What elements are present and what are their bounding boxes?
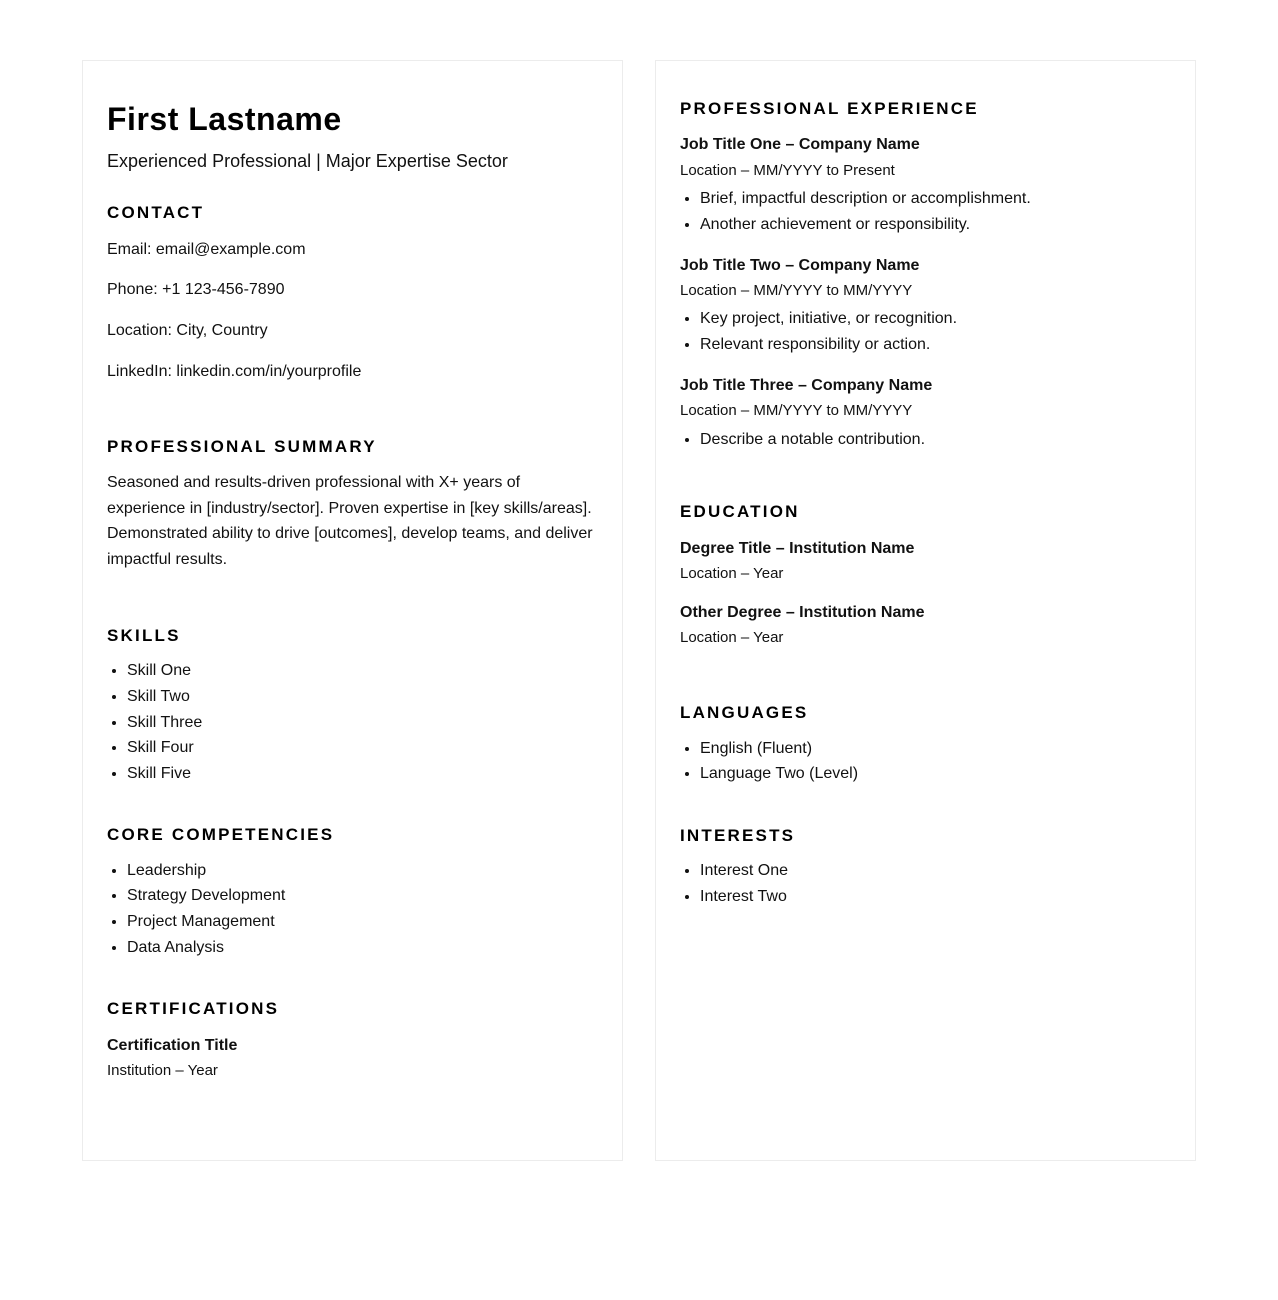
job-bullets [680, 430, 1171, 450]
job-bullet: • Another achievement or responsibility. [700, 215, 1171, 235]
section-heading-summary: PROFESSIONAL SUMMARY [107, 437, 377, 456]
contact-location: Location: City, Country [107, 322, 268, 339]
languages-section [680, 702, 1171, 784]
degree-meta: Location – Year [680, 629, 784, 646]
skill-item: • Skill Five [127, 764, 598, 784]
section-heading-experience: PROFESSIONAL EXPERIENCE [680, 99, 979, 118]
section-heading-education: EDUCATION [680, 502, 800, 521]
interest-item: • Interest One [700, 861, 1171, 881]
contact-section [107, 202, 598, 382]
languages-list [680, 739, 1171, 784]
education-section [680, 501, 1171, 648]
right-column [655, 60, 1196, 1161]
skill-item: • Skill Two [127, 687, 598, 707]
job-entry [680, 376, 1171, 450]
skill-item: • Skill One [127, 661, 598, 681]
section-heading-certifications: CERTIFICATIONS [107, 999, 280, 1018]
job-bullets [680, 189, 1171, 235]
interests-section [680, 825, 1171, 907]
job-bullet: • Relevant responsibility or action. [700, 335, 1171, 355]
left-column [82, 60, 623, 1161]
language-item: • Language Two (Level) [700, 764, 1171, 784]
degree-title: Degree Title – Institution Name [680, 540, 915, 557]
certification-title: Certification Title [107, 1037, 238, 1054]
experience-section [680, 98, 1171, 450]
section-heading-interests: INTERESTS [680, 826, 796, 845]
competency-item: • Strategy Development [127, 886, 598, 906]
summary-section [107, 436, 598, 572]
job-entry [680, 256, 1171, 355]
interests-list [680, 861, 1171, 907]
job-bullet: • Brief, impactful description or accomplishment. [700, 189, 1171, 209]
job-entry [680, 135, 1171, 235]
interest-item: • Interest Two [700, 887, 1171, 907]
job-meta: Location – MM/YYYY to MM/YYYY [680, 282, 913, 299]
section-heading-languages: LANGUAGES [680, 703, 809, 722]
skills-list [107, 661, 598, 784]
job-meta: Location – MM/YYYY to Present [680, 162, 895, 179]
degree-title: Other Degree – Institution Name [680, 604, 925, 621]
competencies-section [107, 824, 598, 958]
resume-header [107, 99, 598, 173]
education-entry [680, 603, 1171, 648]
section-heading-skills: SKILLS [107, 626, 181, 645]
section-heading-contact: CONTACT [107, 203, 205, 222]
contact-linkedin: LinkedIn: linkedin.com/in/yourprofile [107, 363, 362, 380]
job-bullet: • Describe a notable contribution. [700, 430, 1171, 450]
tagline: Experienced Professional | Major Expertise Sector [107, 151, 508, 171]
education-entry [680, 539, 1171, 584]
section-heading-competencies: CORE COMPETENCIES [107, 825, 335, 844]
full-name: First Lastname [107, 101, 342, 137]
job-title: Job Title Two – Company Name [680, 257, 920, 274]
job-bullets [680, 309, 1171, 355]
competency-item: • Project Management [127, 912, 598, 932]
degree-meta: Location – Year [680, 565, 784, 582]
language-item: • English (Fluent) [700, 739, 1171, 759]
job-bullet: • Key project, initiative, or recognition. [700, 309, 1171, 329]
competency-item: • Leadership [127, 861, 598, 881]
skills-section [107, 625, 598, 784]
competency-item: • Data Analysis [127, 938, 598, 958]
certifications-section [107, 998, 598, 1081]
summary-text: Seasoned and results-driven professional with X+ years of experience in [industry/sector]. Proven expertise in [key skills/areas]. Demonstrated ability to drive [outcomes], develop teams, and deliver impactful results. [107, 474, 593, 568]
job-title: Job Title Three – Company Name [680, 377, 933, 394]
certification-institution: Institution – Year [107, 1062, 218, 1079]
job-title: Job Title One – Company Name [680, 136, 920, 153]
skill-item: • Skill Four [127, 738, 598, 758]
contact-phone: Phone: +1 123-456-7890 [107, 281, 285, 298]
job-meta: Location – MM/YYYY to MM/YYYY [680, 402, 913, 419]
certification-entry [107, 1036, 598, 1081]
competencies-list [107, 861, 598, 958]
skill-item: • Skill Three [127, 713, 598, 733]
contact-email: Email: email@example.com [107, 241, 306, 258]
